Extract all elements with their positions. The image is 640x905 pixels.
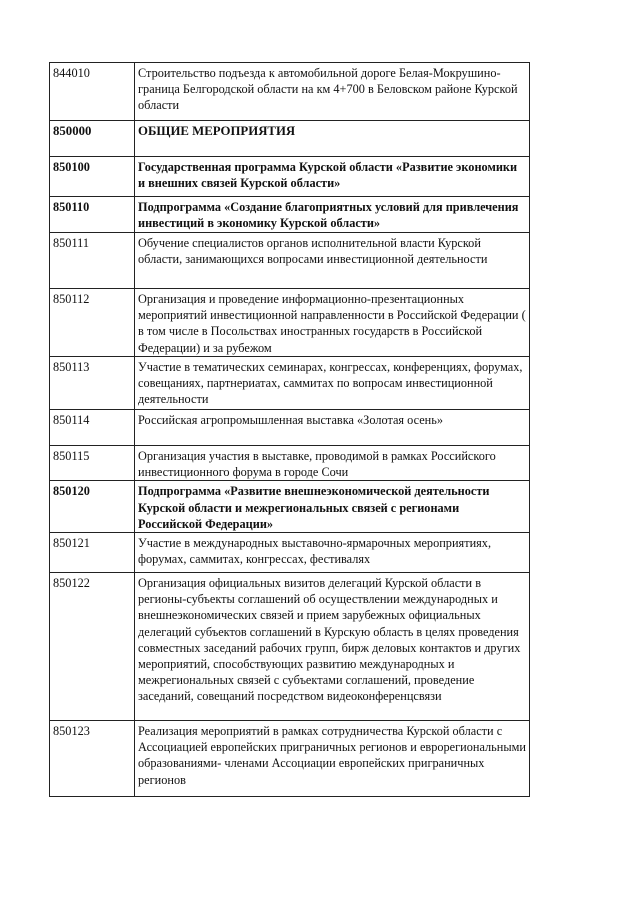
- description-cell: Обучение специалистов органов исполнительной власти Курской области, занимающихся вопросами инвестиционной деятельности: [135, 233, 530, 289]
- table-row: [50, 233, 530, 289]
- code-cell: 850100: [50, 157, 135, 197]
- code-cell: 850110: [50, 197, 135, 233]
- table-row: [50, 289, 530, 357]
- description-cell: Организация участия в выставке, проводимой в рамках Российского инвестиционного форума в городе Сочи: [135, 446, 530, 481]
- table-row: [50, 573, 530, 721]
- code-cell: 850000: [50, 121, 135, 157]
- code-cell: 850111: [50, 233, 135, 289]
- code-cell: 850121: [50, 533, 135, 573]
- table-row: [50, 446, 530, 481]
- description-cell: Участие в тематических семинарах, конгрессах, конференциях, форумах, совещаниях, партнериатах, саммитах по вопросам инвестиционной деятельности: [135, 357, 530, 410]
- table-row: [50, 533, 530, 573]
- code-cell: 850114: [50, 410, 135, 446]
- code-cell: 844010: [50, 63, 135, 121]
- description-cell: Российская агропромышленная выставка «Золотая осень»: [135, 410, 530, 446]
- description-cell: Организация и проведение информационно-презентационных мероприятий инвестиционной направленности в Российской Федерации ( в том числе в Посольствах иностранных государств в Российской Федерации) и за рубежом: [135, 289, 530, 357]
- code-cell: 850115: [50, 446, 135, 481]
- table-row: [50, 410, 530, 446]
- description-cell: Подпрограмма «Развитие внешнеэкономической деятельности Курской области и межрегиональных связей с регионами Российской Федерации»: [135, 481, 530, 533]
- code-cell: 850122: [50, 573, 135, 721]
- table-row: [50, 721, 530, 797]
- table-row: [50, 121, 530, 157]
- table-row: [50, 63, 530, 121]
- description-cell: ОБЩИЕ МЕРОПРИЯТИЯ: [135, 121, 530, 157]
- description-cell: Строительство подъезда к автомобильной дороге Белая-Мокрушино-граница Белгородской области на км 4+700 в Беловском районе Курской области: [135, 63, 530, 121]
- code-cell: 850123: [50, 721, 135, 797]
- table-row: [50, 357, 530, 410]
- description-cell: Участие в международных выставочно-ярмарочных мероприятиях, форумах, саммитах, конгрессах, фестивалях: [135, 533, 530, 573]
- description-cell: Государственная программа Курской области «Развитие экономики и внешних связей Курской области»: [135, 157, 530, 197]
- description-cell: Подпрограмма «Создание благоприятных условий для привлечения инвестиций в экономику Курской области»: [135, 197, 530, 233]
- code-cell: 850112: [50, 289, 135, 357]
- description-cell: Реализация мероприятий в рамках сотрудничества Курской области с Ассоциацией европейских приграничных регионов и еврорегиональными образованиями- членами Ассоциации европейских приграничных регионов: [135, 721, 530, 797]
- code-cell: 850113: [50, 357, 135, 410]
- table-row: [50, 157, 530, 197]
- table-row: [50, 481, 530, 533]
- table-body: [50, 63, 530, 797]
- budget-classification-table: [49, 62, 530, 797]
- table-row: [50, 197, 530, 233]
- code-cell: 850120: [50, 481, 135, 533]
- description-cell: Организация официальных визитов делегаций Курской области в регионы-субъекты соглашений об осуществлении международных и внешнеэкономических связей и прием зарубежных официальных делегаций субъектов соглашений в Курскую область в целях проведения совместных заседаний рабочих групп, бирж деловых контактов и других мероприятий, способствующих развитию международных и межрегиональных связей с субъектами соглашений, проведение заседаний, совещаний посредством видеоконференцсвязи: [135, 573, 530, 721]
